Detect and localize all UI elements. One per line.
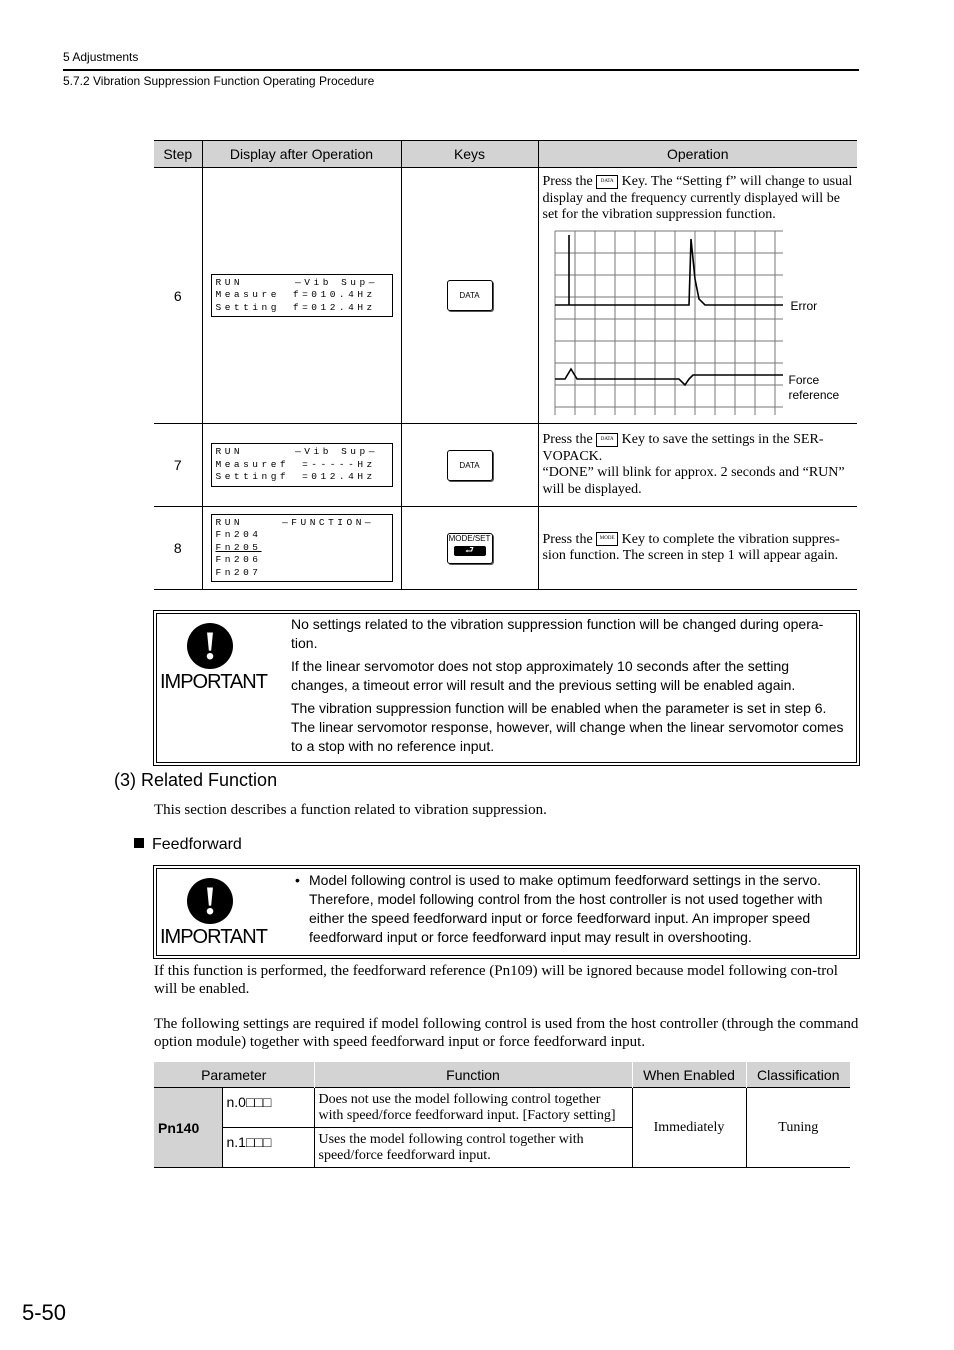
- data-key-icon: DATA: [596, 433, 618, 447]
- mode-set-key[interactable]: [447, 533, 493, 564]
- operation-text: [539, 527, 858, 570]
- step-number: 6: [154, 168, 202, 424]
- op-text: Key. The “Setting f” will change to usual display and the frequency currently displayed will be set for the vibration suppression function.: [542, 174, 853, 222]
- lcd-line: Measure f=010.4Hz: [215, 289, 376, 301]
- force-label-line: reference: [788, 387, 840, 402]
- lcd-line: RUN —Vib Sup—: [215, 446, 378, 458]
- parameter-table: [154, 1062, 850, 1168]
- error-label: Error: [790, 298, 818, 313]
- parameter-function: Uses the model following control together with speed/force feedforward input.: [314, 1128, 632, 1168]
- important-label: IMPORTANT: [160, 926, 267, 948]
- important-paragraph: Model following control is used to make optimum feedforward settings in the servo. Therefore, model following control from the host controller is not used together with either the speed feedforward input or force feedforward input. An improper speed feedforward input or force feedforward input may result in overshooting.: [309, 872, 823, 945]
- force-reference-label: [789, 373, 840, 403]
- lcd-line: Settingf =012.4Hz: [215, 471, 376, 483]
- mode-set-key-label: MODE/SET: [448, 533, 491, 543]
- important-paragraph: No settings related to the vibration suppression function will be changed during opera-tion.: [291, 616, 824, 651]
- important-icon: [160, 623, 267, 694]
- op-text: Key to complete the vibration suppres-sion function. The screen in step 1 will appear again.: [542, 531, 840, 563]
- col-step: Step: [154, 141, 202, 168]
- operation-text: [539, 168, 858, 229]
- data-key-icon: DATA: [596, 175, 618, 189]
- lcd-line: RUN —FUNCTION—: [215, 516, 375, 528]
- important-text: [295, 871, 843, 947]
- table-row: [154, 507, 857, 590]
- important-paragraph: The vibration suppression function will be enabled when the parameter is set in step 6. The linear servomotor response, however, will change when the linear servomotor comes to a stop with no reference input.: [291, 700, 844, 754]
- operation-cell: [538, 507, 857, 590]
- chapter-header: 5 Adjustments: [63, 50, 139, 64]
- table-row: [154, 168, 857, 424]
- waveform-figure: [539, 229, 858, 423]
- parameter-setting: n.1□□□: [222, 1128, 314, 1168]
- step-number: 8: [154, 507, 202, 590]
- important-box: [153, 610, 860, 766]
- when-enabled-value: Immediately: [632, 1088, 746, 1168]
- paragraph: If this function is performed, the feedforward reference (Pn109) will be ignored because model following con-trol will be enabled.: [154, 963, 838, 997]
- important-paragraph: If the linear servomotor does not stop approximately 10 seconds after the setting changes, a timeout error will result and the previous setting will be enabled again.: [291, 658, 796, 693]
- col-display: Display after Operation: [202, 141, 401, 168]
- force-trace: [555, 369, 783, 385]
- force-label-line: Force: [788, 372, 820, 387]
- exclamation-icon: !: [187, 623, 233, 669]
- bullet-square-icon: [134, 838, 144, 848]
- section-description: This section describes a function related to vibration suppression.: [154, 802, 547, 818]
- table-row: [154, 1088, 850, 1128]
- display-cell: [202, 168, 401, 424]
- op-text: Press the: [542, 531, 593, 547]
- classification-value: Tuning: [746, 1088, 850, 1168]
- col-parameter: Parameter: [154, 1062, 314, 1088]
- enter-arrow-icon: ⮐: [454, 546, 486, 556]
- display-cell: [202, 507, 401, 590]
- col-function: Function: [314, 1062, 632, 1088]
- lcd-line: RUN —Vib Sup—: [215, 276, 378, 288]
- step-number: 7: [154, 424, 202, 507]
- data-key[interactable]: DATA: [447, 450, 493, 481]
- op-text: Press the: [542, 432, 593, 447]
- operation-cell: [538, 168, 857, 424]
- operation-cell: [538, 424, 857, 507]
- lcd-line: Measuref =-----Hz: [215, 458, 376, 470]
- important-label: IMPORTANT: [160, 671, 267, 693]
- lcd-display: [211, 514, 393, 583]
- table-row: [154, 424, 857, 507]
- exclamation-icon: !: [187, 878, 233, 924]
- bullet-item: [295, 871, 843, 947]
- key-cell: [401, 424, 538, 507]
- key-cell: [401, 507, 538, 590]
- important-box: [153, 865, 860, 959]
- section-header: 5.7.2 Vibration Suppression Function Operating Procedure: [63, 74, 375, 88]
- section-title: (3) Related Function: [114, 770, 278, 790]
- parameter-setting: n.0□□□: [222, 1088, 314, 1128]
- data-key[interactable]: DATA: [447, 280, 493, 311]
- important-text: [291, 615, 847, 760]
- feedforward-title: Feedforward: [152, 836, 242, 853]
- op-text: Key to save the settings in the SER-VOPACK.: [542, 432, 824, 464]
- col-classification: Classification: [746, 1062, 850, 1088]
- bullet-dot: •: [295, 872, 300, 888]
- lcd-line: Fn204: [215, 529, 262, 541]
- page-number: 5-50: [22, 1300, 67, 1325]
- parameter-number: Pn140: [154, 1088, 222, 1168]
- key-cell: [401, 168, 538, 424]
- steps-table: [154, 140, 857, 590]
- paragraph: The following settings are required if model following control is used from the host controller (through the command option module) together with speed feedforward input or force feedforward input.: [154, 1016, 859, 1050]
- lcd-line: Fn206: [215, 554, 262, 566]
- lcd-line: Fn207: [215, 566, 262, 578]
- col-keys: Keys: [401, 141, 538, 168]
- mode-set-key-icon: MODE: [596, 532, 618, 546]
- error-trace: [555, 235, 783, 305]
- lcd-display: [211, 274, 393, 318]
- display-cell: [202, 424, 401, 507]
- important-icon: [160, 878, 267, 949]
- col-when-enabled: When Enabled: [632, 1062, 746, 1088]
- lcd-line: Fn205: [215, 541, 262, 553]
- col-operation: Operation: [538, 141, 857, 168]
- op-text: “DONE” will blink for approx. 2 seconds and “RUN” will be displayed.: [542, 465, 845, 497]
- operation-text: [539, 427, 858, 503]
- feedforward-heading: [134, 836, 242, 854]
- lcd-display: [211, 443, 393, 487]
- header-rule: [63, 69, 859, 71]
- op-text: Press the: [542, 174, 593, 189]
- parameter-function: Does not use the model following control together with speed/force feedforward input. [Factory setting]: [314, 1088, 632, 1128]
- lcd-line: Setting f=012.4Hz: [215, 301, 376, 313]
